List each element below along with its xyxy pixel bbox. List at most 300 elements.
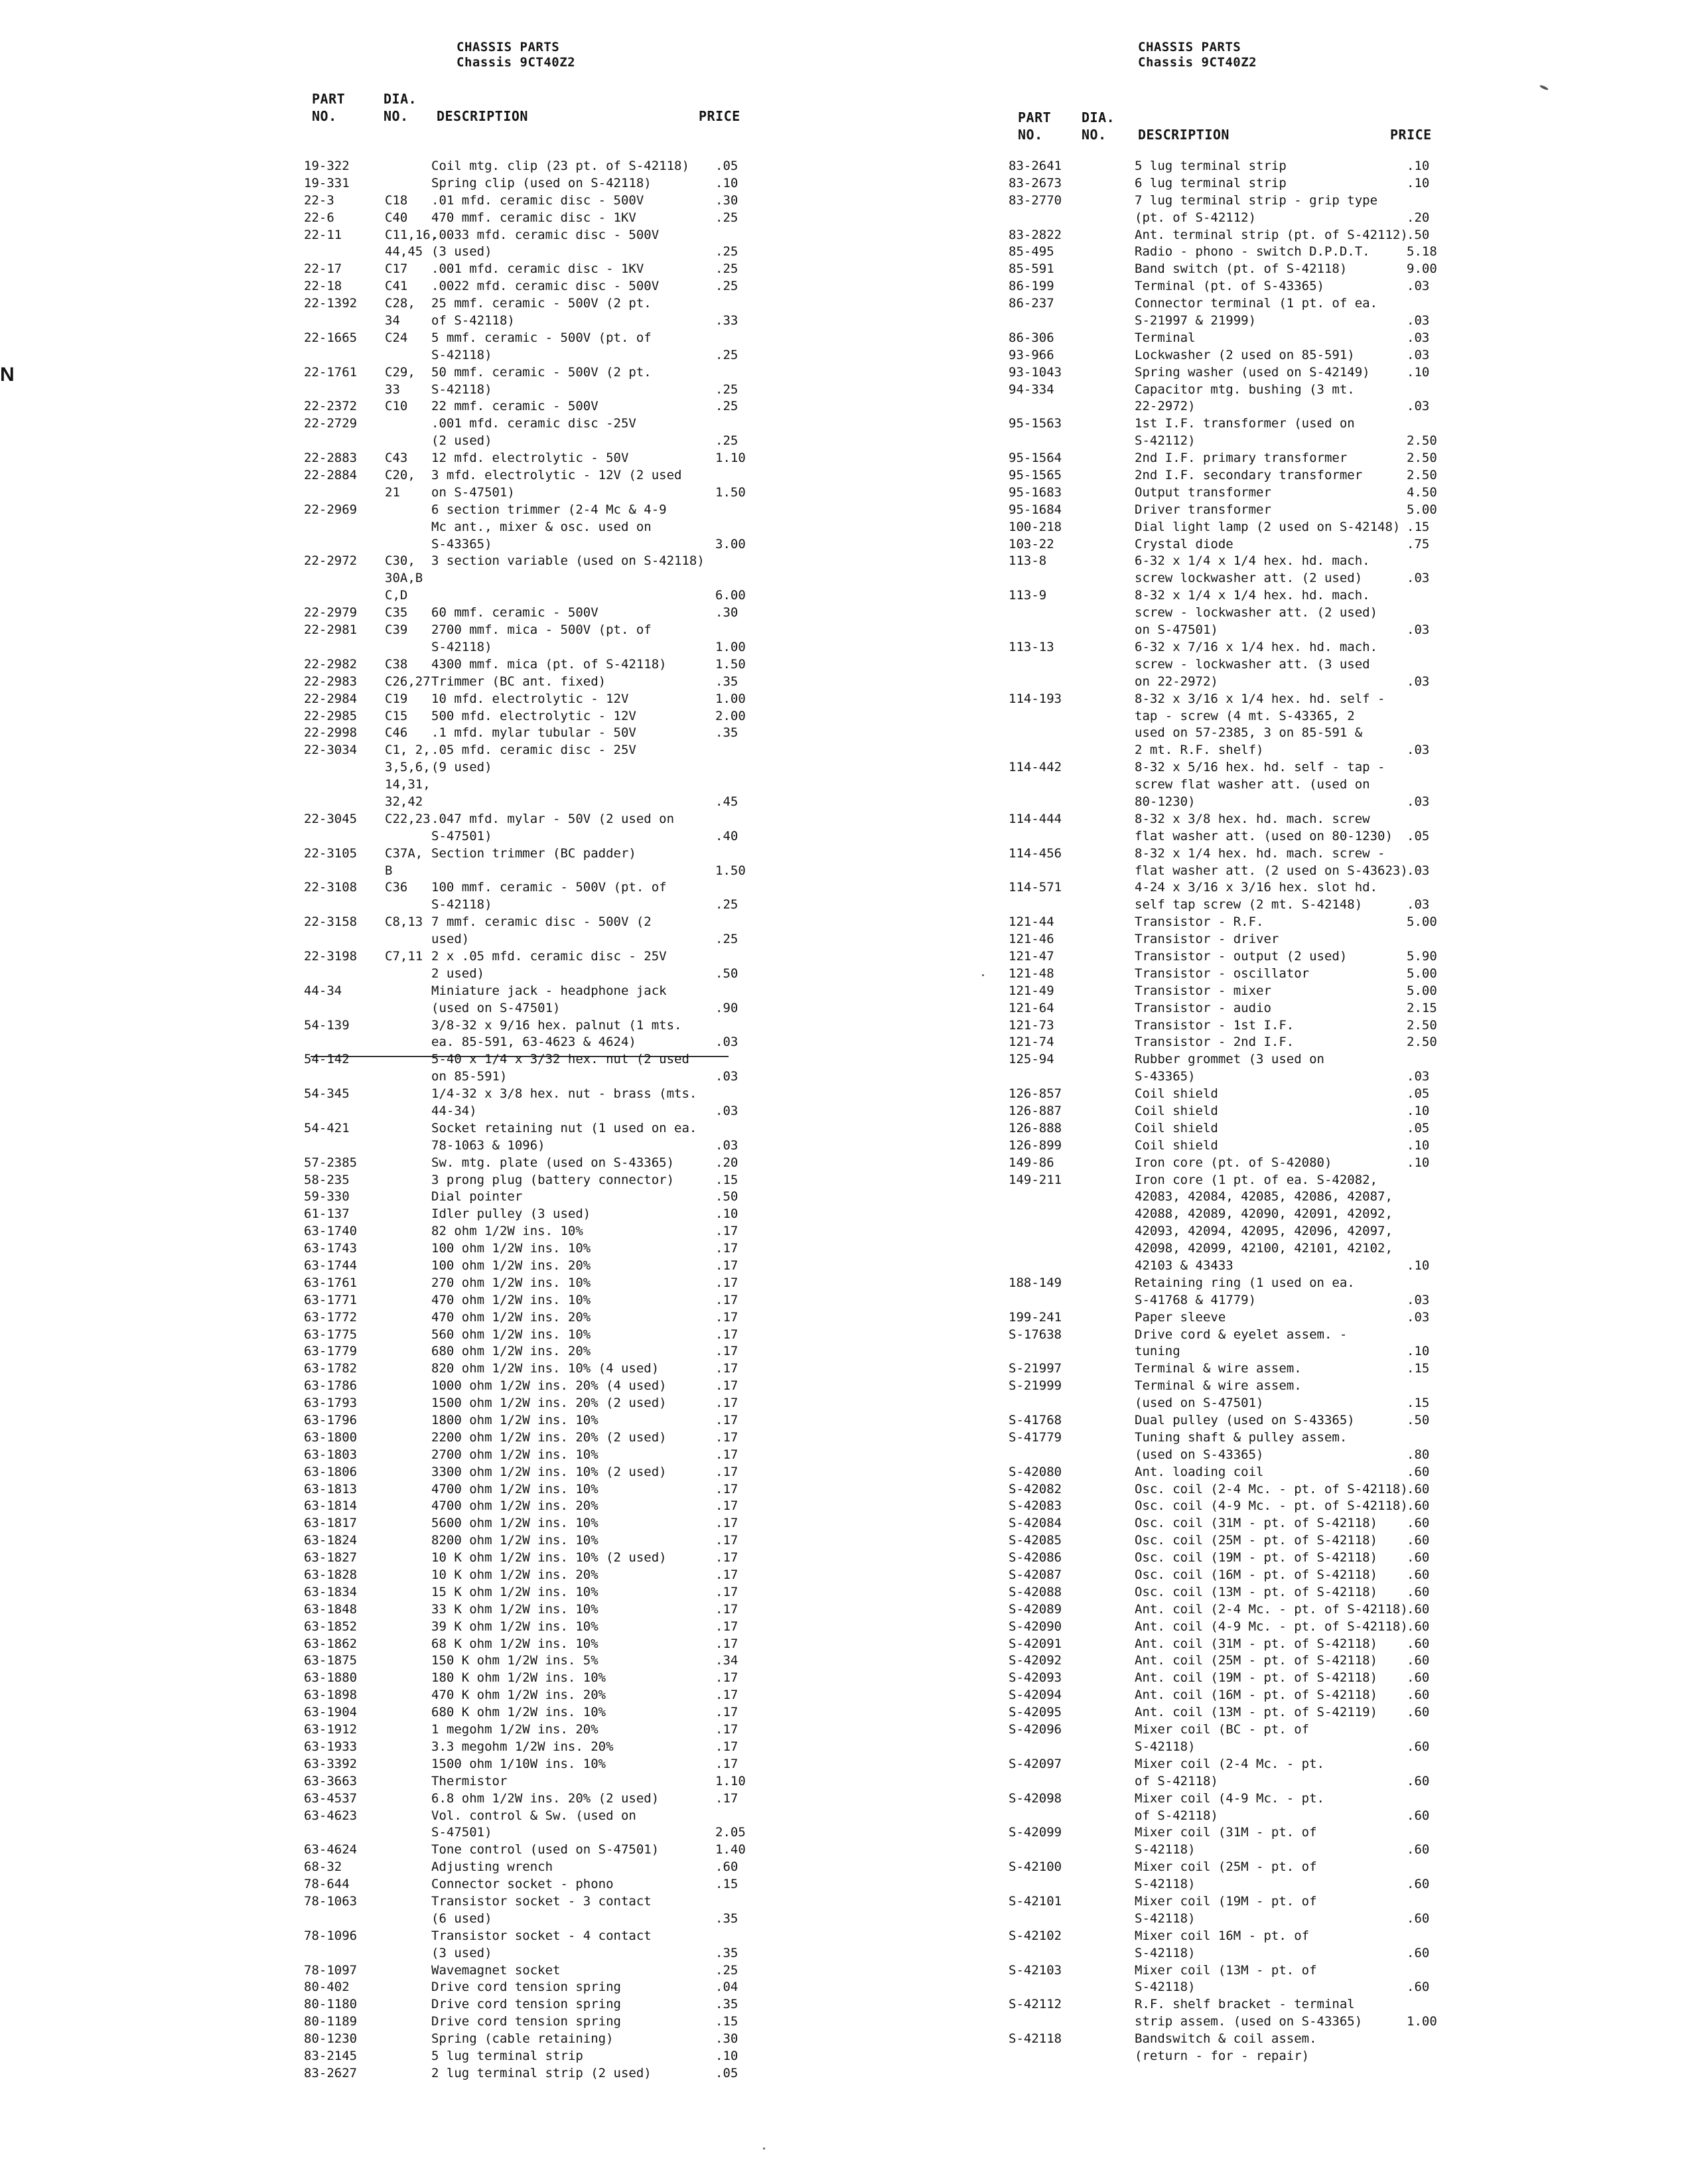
part-price-cell: .03	[1407, 674, 1430, 689]
part-part-cell: 63-1862	[304, 1636, 358, 1651]
part-desc-cell: 3300 ohm 1/2W ins. 10% (2 used)	[431, 1464, 667, 1479]
part-row	[304, 1808, 768, 1825]
part-desc-cell: Transistor socket - 3 contact	[431, 1893, 652, 1909]
part-desc-cell: Idler pulley (3 used)	[431, 1206, 591, 1222]
part-row	[304, 1206, 768, 1223]
part-row	[304, 1155, 768, 1172]
part-part-cell: 63-1852	[304, 1619, 358, 1634]
part-row	[1009, 1464, 1473, 1481]
part-part-cell: 63-1772	[304, 1309, 358, 1325]
part-row	[1009, 450, 1473, 467]
header-part-line1: PART	[1018, 109, 1052, 125]
part-desc-cell: 2nd I.F. secondary transformer	[1135, 468, 1363, 483]
part-price-cell: .17	[715, 1705, 738, 1720]
part-row	[304, 1481, 768, 1498]
part-desc-cell: .1 mfd. mylar tubular - 50V	[431, 725, 636, 741]
part-price-cell: .17	[715, 1688, 738, 1703]
part-price-cell: .90	[715, 1000, 738, 1015]
part-desc-cell: 2nd I.F. primary transformer	[1135, 451, 1348, 466]
part-price-cell: .35	[715, 725, 738, 741]
part-desc-cell: Ant. coil (16M - pt. of S-42118)	[1135, 1688, 1378, 1703]
part-part-cell: 125-94	[1009, 1052, 1054, 1067]
part-desc-cell: 33 K ohm 1/2W ins. 10%	[431, 1601, 598, 1617]
part-row	[1009, 382, 1473, 399]
part-desc-cell: Coil mtg. clip (23 pt. of S-42118)	[431, 159, 689, 173]
part-part-cell: S-42090	[1009, 1619, 1062, 1634]
part-part-cell: 22-1665	[304, 330, 358, 345]
part-row	[1009, 656, 1473, 674]
parts-list-right	[1009, 158, 1473, 2065]
part-part-cell: 121-47	[1009, 948, 1054, 964]
part-price-cell: .15	[715, 1877, 738, 1892]
scan-speck	[1539, 84, 1549, 91]
part-row	[1009, 1790, 1473, 1808]
part-part-cell: 63-1740	[304, 1224, 358, 1239]
part-part-cell: 78-644	[304, 1877, 350, 1892]
column-headers	[304, 85, 768, 158]
part-row	[1009, 1481, 1473, 1498]
part-part-cell: 63-1904	[304, 1705, 358, 1720]
part-row	[304, 1000, 768, 1017]
part-desc-cell: 80-1230)	[1135, 794, 1196, 809]
part-desc-cell: 6 lug terminal strip	[1135, 175, 1287, 190]
part-price-cell: .17	[715, 1670, 738, 1686]
part-row	[1009, 708, 1473, 725]
part-desc-cell: 68 K ohm 1/2W ins. 10%	[431, 1636, 598, 1651]
part-desc-cell: Transistor - audio	[1135, 1000, 1271, 1015]
part-desc-cell: of S-42118)	[1135, 1773, 1218, 1788]
part-desc-cell: (3 used)	[431, 1945, 492, 1960]
part-part-cell: 22-2983	[304, 674, 358, 689]
part-row	[304, 1360, 768, 1378]
part-row	[1009, 1275, 1473, 1292]
part-part-cell: S-42088	[1009, 1584, 1062, 1599]
part-dia-cell: C1, 2,	[385, 743, 431, 758]
part-desc-cell: 6.8 ohm 1/2W ins. 20% (2 used)	[431, 1790, 660, 1806]
part-price-cell: .17	[715, 1429, 738, 1445]
part-row	[304, 1378, 768, 1395]
part-row	[304, 691, 768, 708]
margin-letter: N	[0, 364, 15, 386]
part-dia-cell: C17	[385, 261, 408, 277]
part-price-cell: .35	[715, 1997, 738, 2012]
part-row	[304, 1532, 768, 1550]
part-part-cell: 22-1761	[304, 364, 358, 380]
part-desc-cell: screw - lockwasher att. (3 used	[1135, 656, 1370, 672]
part-row	[1009, 931, 1473, 948]
part-part-cell: 86-199	[1009, 279, 1054, 294]
part-desc-cell: Transistor - 2nd I.F.	[1135, 1035, 1295, 1050]
part-part-cell: 80-402	[304, 1980, 350, 1995]
part-desc-cell: 15 K ohm 1/2W ins. 10%	[431, 1584, 598, 1599]
part-part-cell: S-42080	[1009, 1464, 1062, 1479]
part-price-cell: .75	[1407, 536, 1430, 551]
part-dia-cell: 30A,B	[385, 571, 423, 586]
part-row	[304, 1327, 768, 1344]
part-part-cell: 63-1827	[304, 1550, 358, 1565]
part-part-cell: 22-17	[304, 261, 342, 277]
part-row	[1009, 433, 1473, 450]
part-desc-cell: 8-32 x 3/16 x 1/4 hex. hd. self -	[1135, 691, 1385, 706]
part-row	[304, 1223, 768, 1240]
part-desc-cell: 8-32 x 1/4 x 1/4 hex. hd. mach.	[1135, 588, 1370, 603]
part-row	[304, 1670, 768, 1687]
part-desc-cell: 44-34)	[431, 1103, 477, 1118]
part-price-cell: .60	[1407, 1601, 1430, 1617]
part-price-cell: .33	[715, 313, 738, 328]
part-dia-cell: C36	[385, 880, 408, 895]
part-row	[1009, 1360, 1473, 1378]
part-price-cell: .60	[1407, 1567, 1430, 1583]
part-desc-cell: 6-32 x 1/4 x 1/4 hex. hd. mach.	[1135, 553, 1370, 569]
part-price-cell: .03	[715, 1035, 738, 1050]
part-desc-cell: Osc. coil (31M - pt. of S-42118)	[1135, 1516, 1378, 1531]
part-desc-cell: 82 ohm 1/2W ins. 10%	[431, 1224, 583, 1239]
part-dia-cell: 3,5,6,	[385, 760, 431, 775]
part-price-cell: .10	[1407, 159, 1430, 173]
part-row	[304, 948, 768, 966]
part-part-cell: 63-4624	[304, 1842, 358, 1857]
part-part-cell: 63-1814	[304, 1498, 358, 1514]
part-desc-cell: on 22-2972)	[1135, 674, 1218, 689]
part-row	[1009, 674, 1473, 691]
part-price-cell: .17	[715, 1722, 738, 1737]
part-row	[1009, 278, 1473, 295]
part-part-cell: 126-899	[1009, 1137, 1062, 1153]
part-price-cell: .30	[715, 605, 738, 620]
part-row	[1009, 1343, 1473, 1360]
part-row	[304, 1309, 768, 1327]
part-price-cell: .17	[715, 1790, 738, 1806]
part-part-cell: 22-6	[304, 210, 334, 225]
part-price-cell: .60	[1407, 1945, 1430, 1960]
part-price-cell: .10	[1407, 1137, 1430, 1153]
part-row	[304, 1790, 768, 1808]
part-row	[304, 1962, 768, 1980]
part-row	[304, 759, 768, 776]
part-row	[1009, 244, 1473, 261]
part-row	[304, 1275, 768, 1292]
part-part-cell: 86-237	[1009, 296, 1054, 311]
part-price-cell: .20	[715, 1155, 738, 1170]
part-row	[304, 158, 768, 175]
part-desc-cell: Bandswitch & coil assem.	[1135, 2031, 1317, 2047]
part-part-cell: 22-2883	[304, 451, 358, 466]
part-desc-cell: (used on S-47501)	[431, 1000, 561, 1015]
part-desc-cell: S-21997 & 21999)	[1135, 313, 1257, 328]
part-desc-cell: Coil shield	[1135, 1120, 1218, 1135]
part-row	[304, 295, 768, 313]
part-row	[1009, 1532, 1473, 1550]
part-part-cell: 114-444	[1009, 811, 1062, 826]
part-price-cell: .60	[1407, 1877, 1430, 1892]
part-desc-cell: Ant. coil (4-9 Mc. - pt. of S-42118)	[1135, 1619, 1408, 1634]
part-desc-cell: 6-32 x 7/16 x 1/4 hex. hd. mach.	[1135, 639, 1378, 654]
part-part-cell: 114-456	[1009, 845, 1062, 861]
part-part-cell: 19-331	[304, 175, 350, 190]
part-price-cell: .25	[715, 382, 738, 397]
header-price: PRICE	[1390, 127, 1432, 143]
part-desc-cell: 2 x .05 mfd. ceramic disc - 25V	[431, 948, 667, 964]
part-part-cell: 22-2982	[304, 656, 358, 672]
part-part-cell: 63-1898	[304, 1688, 358, 1703]
part-price-cell: 5.18	[1407, 244, 1437, 259]
part-part-cell: 63-1834	[304, 1584, 358, 1599]
part-row	[1009, 1395, 1473, 1412]
part-part-cell: 22-2979	[304, 605, 358, 620]
part-part-cell: S-42091	[1009, 1636, 1062, 1651]
part-desc-cell: Transistor - mixer	[1135, 983, 1271, 998]
part-row	[304, 313, 768, 330]
part-desc-cell: tap - screw (4 mt. S-43365, 2	[1135, 708, 1355, 723]
header-dia-line2: NO.	[384, 108, 409, 124]
part-desc-cell: .05 mfd. ceramic disc - 25V	[431, 743, 636, 758]
part-row	[304, 914, 768, 931]
part-desc-cell: Thermistor	[431, 1773, 508, 1788]
part-desc-cell: Spring clip (used on S-42118)	[431, 175, 652, 190]
part-desc-cell: (used on S-43365)	[1135, 1447, 1264, 1462]
part-row	[304, 983, 768, 1000]
part-desc-cell: Ant. coil (2-4 Mc. - pt. of S-42118)	[1135, 1601, 1408, 1617]
part-desc-cell: 270 ohm 1/2W ins. 10%	[431, 1275, 591, 1290]
part-price-cell: .17	[715, 1275, 738, 1290]
part-desc-cell: 2700 mmf. mica - 500V (pt. of	[431, 622, 652, 638]
part-part-cell: 19-322	[304, 159, 350, 173]
part-row	[1009, 519, 1473, 536]
part-row	[304, 1258, 768, 1275]
part-part-cell: S-42094	[1009, 1688, 1062, 1703]
part-desc-cell: Ant. coil (31M - pt. of S-42118)	[1135, 1636, 1378, 1651]
part-row	[304, 605, 768, 622]
part-desc-cell: 470 ohm 1/2W ins. 10%	[431, 1292, 591, 1307]
part-desc-cell: Mixer coil (4-9 Mc. - pt.	[1135, 1790, 1324, 1806]
part-price-cell: .15	[715, 1172, 738, 1187]
part-desc-cell: Osc. coil (25M - pt. of S-42118)	[1135, 1533, 1378, 1548]
part-price-cell: .10	[1407, 1155, 1430, 1170]
part-desc-cell: 4-24 x 3/16 x 3/16 hex. slot hd.	[1135, 880, 1378, 895]
part-part-cell: 22-2984	[304, 691, 358, 706]
part-desc-cell: Transistor socket - 4 contact	[431, 1928, 652, 1943]
part-part-cell: 63-1880	[304, 1670, 358, 1686]
part-part-cell: 22-2981	[304, 622, 358, 638]
part-part-cell: 121-74	[1009, 1035, 1054, 1050]
part-row	[304, 1979, 768, 1996]
part-part-cell: 114-571	[1009, 880, 1062, 895]
part-desc-cell: Sw. mtg. plate (used on S-43365)	[431, 1155, 675, 1170]
part-row	[1009, 639, 1473, 656]
part-desc-cell: .001 mfd. ceramic disc -25V	[431, 416, 636, 431]
part-desc-cell: 10 K ohm 1/2W ins. 20%	[431, 1567, 598, 1583]
part-part-cell: 63-1743	[304, 1241, 358, 1256]
part-part-cell: 44-34	[304, 983, 342, 998]
part-desc-cell: (3 used)	[431, 244, 492, 259]
part-row	[304, 1911, 768, 1928]
part-dia-cell: C30,	[385, 553, 415, 569]
part-desc-cell: Section trimmer (BC padder)	[431, 845, 636, 861]
part-desc-cell: .047 mfd. mylar - 50V (2 used on	[431, 811, 675, 826]
part-desc-cell: ea. 85-591, 63-4623 & 4624)	[431, 1035, 636, 1050]
part-row	[1009, 966, 1473, 983]
part-price-cell: .03	[1407, 794, 1430, 809]
part-part-cell: S-21997	[1009, 1361, 1062, 1376]
part-dia-cell: C24	[385, 330, 408, 345]
part-row	[304, 1550, 768, 1567]
part-part-cell: 121-48	[1009, 966, 1054, 981]
part-desc-cell: Ant. coil (13M - pt. of S-42119)	[1135, 1705, 1378, 1720]
part-row	[304, 398, 768, 415]
part-desc-cell: 1500 ohm 1/2W ins. 20% (2 used)	[431, 1396, 667, 1411]
part-price-cell: .10	[715, 2048, 738, 2063]
part-price-cell: .15	[1407, 1361, 1430, 1376]
part-row	[304, 347, 768, 364]
part-desc-cell: Driver transformer	[1135, 502, 1271, 517]
part-dia-cell: C10	[385, 399, 408, 414]
part-desc-cell: Drive cord tension spring	[431, 1980, 621, 1995]
part-part-cell: 63-1793	[304, 1396, 358, 1411]
part-desc-cell: 820 ohm 1/2W ins. 10% (4 used)	[431, 1361, 660, 1376]
part-row	[304, 502, 768, 519]
part-price-cell: .20	[1407, 210, 1430, 225]
part-row	[304, 1034, 768, 1051]
part-part-cell: 54-421	[304, 1120, 350, 1135]
part-desc-cell: 42093, 42094, 42095, 42096, 42097,	[1135, 1224, 1393, 1239]
part-desc-cell: Drive cord tension spring	[431, 1997, 621, 2012]
part-part-cell: 95-1563	[1009, 416, 1062, 431]
part-desc-cell: Rubber grommet (3 used on	[1135, 1052, 1324, 1067]
part-row	[304, 210, 768, 227]
part-price-cell: .17	[715, 1258, 738, 1273]
part-row	[304, 382, 768, 399]
part-part-cell: 95-1684	[1009, 502, 1062, 517]
part-price-cell: .60	[1407, 1980, 1430, 1995]
part-price-cell: .17	[715, 1327, 738, 1342]
part-row	[1009, 210, 1473, 227]
part-price-cell: 2.50	[1407, 468, 1437, 483]
part-desc-cell: Coil shield	[1135, 1137, 1218, 1153]
part-desc-cell: 3 prong plug (battery connector)	[431, 1172, 675, 1187]
part-desc-cell: 2 used)	[431, 966, 485, 981]
part-desc-cell: Dual pulley (used on S-43365)	[1135, 1413, 1355, 1428]
part-desc-cell: 42088, 42089, 42090, 42091, 42092,	[1135, 1206, 1393, 1222]
part-row	[1009, 845, 1473, 863]
part-desc-cell: Spring washer (used on S-42149)	[1135, 364, 1370, 380]
part-row	[1009, 1876, 1473, 1893]
part-desc-cell: 22-2972)	[1135, 399, 1196, 414]
part-desc-cell: used on 57-2385, 3 on 85-591 &	[1135, 725, 1363, 741]
part-part-cell: 113-13	[1009, 639, 1054, 654]
part-price-cell: 1.10	[715, 1773, 746, 1788]
part-dia-cell: C8,13	[385, 914, 423, 930]
part-part-cell: 22-3105	[304, 845, 358, 861]
part-desc-cell: screw - lockwasher att. (2 used)	[1135, 605, 1378, 620]
part-price-cell: .60	[1407, 1516, 1430, 1531]
part-desc-cell: S-43365)	[431, 536, 492, 551]
part-price-cell: .17	[715, 1619, 738, 1634]
part-desc-cell: Miniature jack - headphone jack	[431, 983, 667, 998]
part-row	[304, 261, 768, 278]
part-part-cell: 63-1813	[304, 1481, 358, 1496]
part-price-cell: .03	[1407, 330, 1430, 345]
part-desc-cell: Wavemagnet socket	[431, 1962, 561, 1978]
part-price-cell: 2.50	[1407, 1035, 1437, 1050]
part-row	[304, 2048, 768, 2065]
part-row	[1009, 1309, 1473, 1327]
part-row	[1009, 794, 1473, 811]
part-desc-cell: Ant. coil (19M - pt. of S-42118)	[1135, 1670, 1378, 1686]
part-price-cell: .03	[1407, 743, 1430, 758]
part-desc-cell: (pt. of S-42112)	[1135, 210, 1257, 225]
part-desc-cell: Ant. loading coil	[1135, 1464, 1264, 1479]
part-dia-cell: C15	[385, 708, 408, 723]
part-part-cell: 22-2969	[304, 502, 358, 517]
part-row	[1009, 1550, 1473, 1567]
part-part-cell: S-21999	[1009, 1378, 1062, 1394]
part-part-cell: 126-888	[1009, 1120, 1062, 1135]
part-row	[1009, 1189, 1473, 1206]
part-desc-cell: 3.3 megohm 1/2W ins. 20%	[431, 1739, 614, 1754]
part-part-cell: S-41768	[1009, 1413, 1062, 1428]
part-row	[1009, 1206, 1473, 1223]
part-row	[304, 828, 768, 845]
part-row	[1009, 536, 1473, 553]
part-row	[1009, 948, 1473, 966]
part-price-cell: .60	[1407, 1705, 1430, 1720]
part-row	[1009, 1773, 1473, 1790]
part-part-cell: 95-1564	[1009, 451, 1062, 466]
part-row	[1009, 1155, 1473, 1172]
part-row	[1009, 1704, 1473, 1721]
part-row	[304, 415, 768, 433]
part-part-cell: 85-591	[1009, 261, 1054, 277]
part-row	[1009, 261, 1473, 278]
part-desc-cell: 100 mmf. ceramic - 500V (pt. of	[431, 880, 667, 895]
part-part-cell: 54-142	[304, 1052, 350, 1067]
header-part-line2: NO.	[312, 108, 337, 124]
part-part-cell: 121-44	[1009, 914, 1054, 930]
part-desc-cell: 42103 & 43433	[1135, 1258, 1233, 1273]
part-desc-cell: (return - for - repair)	[1135, 2048, 1310, 2063]
part-desc-cell: S-43365)	[1135, 1069, 1196, 1084]
part-row	[1009, 1670, 1473, 1687]
part-price-cell: .03	[1407, 347, 1430, 362]
part-row	[304, 587, 768, 605]
part-price-cell: .17	[715, 1636, 738, 1651]
part-part-cell: 86-306	[1009, 330, 1054, 345]
part-price-cell: .03	[1407, 1292, 1430, 1307]
part-price-cell: .40	[715, 828, 738, 843]
part-desc-cell: Iron core (1 pt. of ea. S-42082,	[1135, 1172, 1378, 1187]
part-row	[304, 1292, 768, 1309]
column-title: CHASSIS PARTS	[1138, 40, 1241, 54]
part-price-cell: .30	[715, 192, 738, 208]
part-part-cell: 114-193	[1009, 691, 1062, 706]
part-desc-cell: flat washer att. (2 used on S-43623)	[1135, 863, 1408, 878]
part-row	[1009, 1017, 1473, 1035]
part-part-cell: S-42096	[1009, 1722, 1062, 1737]
part-row	[1009, 1223, 1473, 1240]
part-price-cell: .03	[1407, 279, 1430, 294]
part-row	[1009, 313, 1473, 330]
part-price-cell: .60	[1407, 1481, 1430, 1496]
part-desc-cell: Osc. coil (16M - pt. of S-42118)	[1135, 1567, 1378, 1583]
part-row	[1009, 742, 1473, 759]
part-part-cell: 22-2372	[304, 399, 358, 414]
part-desc-cell: 1500 ohm 1/10W ins. 10%	[431, 1756, 606, 1771]
part-row	[304, 1619, 768, 1636]
part-part-cell: S-42082	[1009, 1481, 1062, 1496]
part-dia-cell: C40	[385, 210, 408, 225]
part-part-cell: S-42086	[1009, 1550, 1062, 1565]
